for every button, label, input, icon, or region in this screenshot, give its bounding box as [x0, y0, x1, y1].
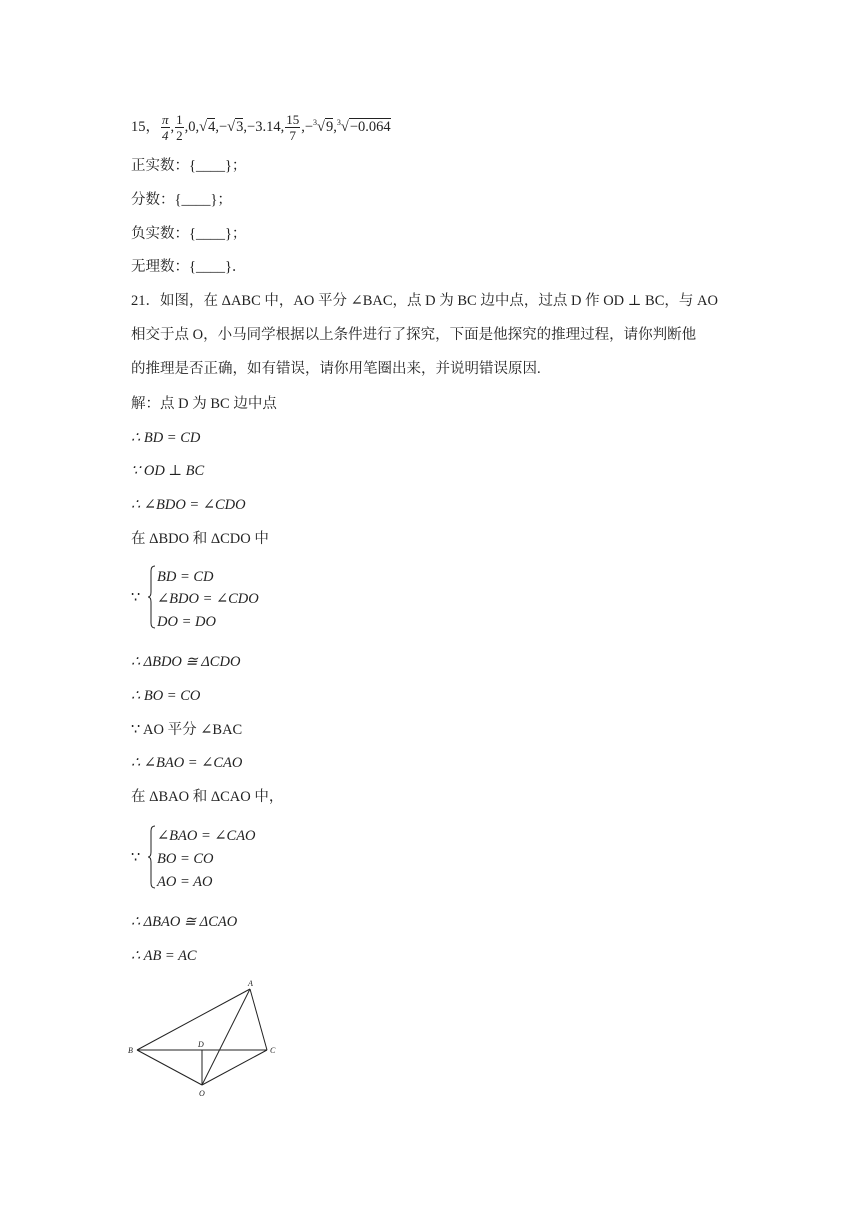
label-b: B — [128, 1046, 133, 1055]
q15-number: 15， — [131, 118, 160, 135]
segment-ao — [202, 989, 250, 1085]
proof-step: 在 ΔBAO 和 ΔCAO 中， — [131, 789, 284, 805]
frac-15-7 — [285, 112, 300, 143]
q21-prompt-line-1: 21．如图，在 ΔABC 中，AO 平分 ∠BAC，点 D 为 BC 边中点，过点 D 作 OD ⊥ BC，与 AO — [131, 293, 718, 309]
root-index: 3 — [336, 118, 341, 127]
radicand: 3 — [236, 118, 244, 135]
seq-text: ,0, — [184, 118, 200, 135]
frac-den: 7 — [289, 128, 296, 143]
proof-step: ∴ BD = CD — [131, 430, 201, 446]
frac-num: 15 — [286, 112, 300, 127]
label-a: A — [248, 979, 253, 988]
q15-expression: 15， $\frac{\pi}{4}$ , $\frac{1}{2}$ ,0,√4,−√3,−3.14, $\frac{15}{7}$ ,−$^3$√9,$^3$√−0.064 — [131, 112, 391, 143]
frac-1-2 — [175, 112, 184, 143]
q15-line-positive: 正实数：{____}； — [131, 158, 247, 174]
q15-line-irrational: 无理数：{____}． — [131, 259, 247, 275]
segment-co — [202, 1050, 267, 1085]
frac-den: 4 — [162, 128, 169, 143]
system-eq: BO = CO — [157, 851, 214, 867]
proof-step: ∴ ΔBDO ≅ ΔCDO — [131, 654, 241, 670]
q15-line-fraction: 分数：{____}； — [131, 192, 232, 208]
root-index: 3 — [313, 118, 318, 127]
label-c: C — [270, 1046, 276, 1055]
proof-step: 解：点 D 为 BC 边中点 — [131, 396, 277, 412]
system-eq: AO = AO — [157, 874, 213, 890]
geometry-figure — [125, 977, 285, 1102]
because-symbol: ∵ — [131, 590, 141, 606]
system-eq: ∠BDO = ∠CDO — [157, 591, 259, 607]
seq-text: ,− — [301, 118, 314, 135]
proof-step: ∵ AO 平分 ∠BAC — [131, 722, 243, 738]
system-eq: DO = DO — [157, 614, 216, 630]
seq-text: , — [333, 118, 337, 135]
proof-step: ∴ ∠BDO = ∠CDO — [131, 497, 246, 513]
frac-den: 2 — [176, 128, 183, 143]
left-brace-icon — [148, 565, 156, 629]
proof-step: ∴ ΔBAO ≅ ΔCAO — [131, 914, 238, 930]
q21-prompt-line-3: 的推理是否正确，如有错误，请你用笔圈出来，并说明错误原因. — [131, 361, 541, 377]
system-eq: BD = CD — [157, 569, 214, 585]
q15-line-negative: 负实数：{____}； — [131, 226, 247, 242]
because-symbol: ∵ — [131, 850, 141, 866]
seq-text: ,−3.14, — [243, 118, 285, 135]
frac-num: 1 — [176, 112, 183, 127]
label-d: D — [198, 1040, 204, 1049]
system-eq: ∠BAO = ∠CAO — [157, 828, 256, 844]
radicand: 4 — [208, 118, 216, 135]
seq-text: ,− — [215, 118, 228, 135]
frac-num: π — [162, 112, 169, 127]
segment-ac — [250, 989, 267, 1050]
segment-ab — [137, 989, 250, 1050]
proof-step: ∴ ∠BAO = ∠CAO — [131, 755, 243, 771]
proof-step: ∵ OD ⊥ BC — [131, 463, 205, 479]
radicand: −0.064 — [349, 118, 391, 135]
q21-prompt-line-2: 相交于点 O，小马同学根据以上条件进行了探究，下面是他探究的推理过程，请你判断他 — [131, 327, 697, 343]
label-o: O — [199, 1089, 205, 1098]
radicand: 9 — [325, 118, 334, 135]
segment-bo — [137, 1050, 202, 1085]
proof-step: 在 ΔBDO 和 ΔCDO 中 — [131, 531, 269, 547]
proof-step: ∴ BO = CO — [131, 688, 201, 704]
left-brace-icon — [148, 825, 156, 889]
frac-pi-4 — [161, 112, 170, 143]
proof-step: ∴ AB = AC — [131, 948, 197, 964]
